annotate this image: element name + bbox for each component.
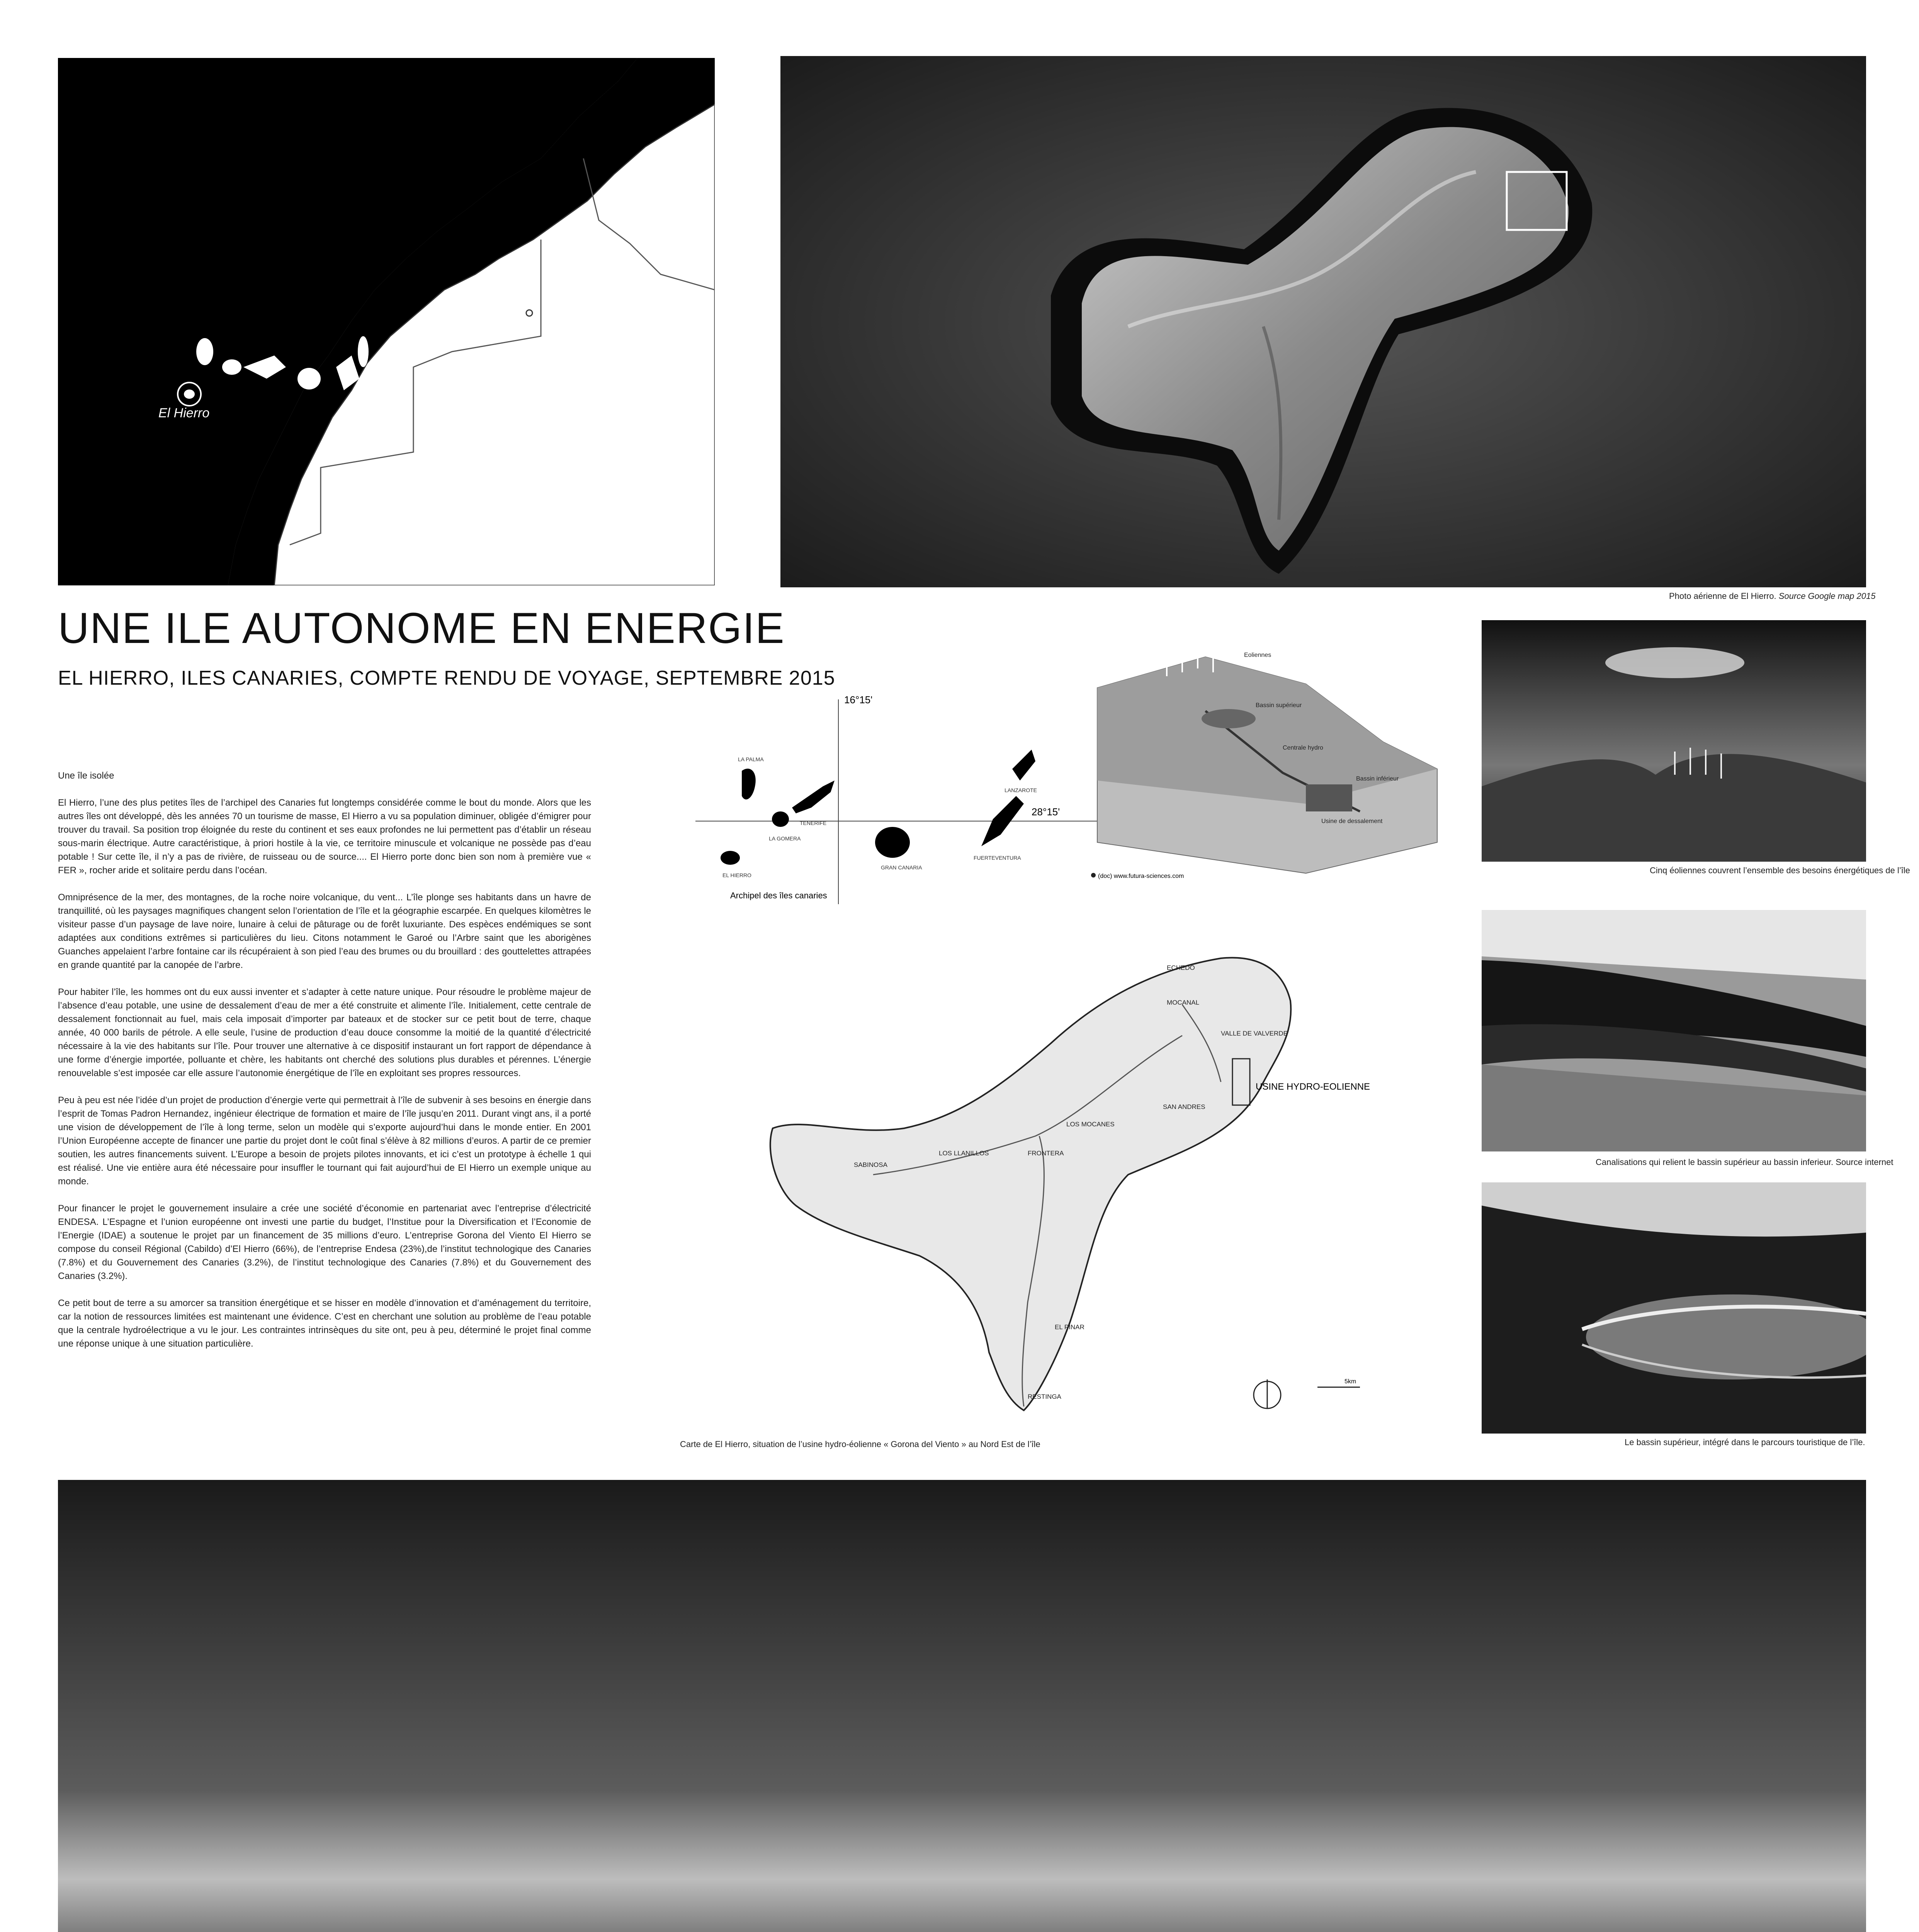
island-label: FUERTEVENTURA <box>974 855 1021 861</box>
lon-label: 16°15' <box>844 694 873 706</box>
page-title: UNE ILE AUTONOME EN ENERGIE <box>58 604 785 652</box>
article-paragraph: Pour habiter l’île, les hommes ont du eux aussi inventer et s’adapter à cette nature unique. Pour résoudre le problème majeur de l’absence d’eau potable, une usine de dessalement d’eau de mer a été construite et alimente l’île. Initialement, cette centrale de dessalement fonctionnait au fuel, mais cela imposait d’importer par bateaux et de stocker sur ce petit bout de terre, chaque année, 40 000 barils de pétrole. A elle seule, l’usine de production d’eau douce consomme la moitié de la quantité d’électricité nécessaire à la vie des habitants sur l’île. Pour trouver une alternative à ce dispositif instaurant un fort rapport de dépendance à une forme d’énergie importée, polluante et chère, les habitants ont cherché des solutions plus durables et pérennes. L’énergie renouvelable s’est imposée car elle assure l’autonomie énergétique de l’île en exploitant ses propres ressources. <box>58 987 591 1078</box>
article-paragraph: Pour financer le projet le gouvernement insulaire a crée une société d’économie en partenariat avec l’entreprise d’électricité ENDESA. L’Espagne et l’union européenne ont investi une partie du budget, l’Institue pour la Diversification et l’Economie de l’Energie (IDAE) a soutenue le projet par un financement de 35 millions d’euro. L’entreprise Gorona del Viento El Hierro se compose du conseil Régional (Cabildo) d’El Hierro (66%), de l’entreprise Endesa (23%),de l’institut technologique des Canaries (7.8%) et du Gouvernement des Canaries (3.2%), de l’institut technologique des Canaries (7.8%) et du Gouvernement des Canaries (3.2%). <box>58 1203 591 1281</box>
photo-pipelines <box>1482 910 1866 1151</box>
photo-wind-turbines <box>1482 620 1866 862</box>
place-label: MOCANAL <box>1167 999 1200 1006</box>
locator-map <box>58 58 715 585</box>
island-outline <box>770 957 1291 1410</box>
place-label: VALLE DE VALVERDE <box>1221 1030 1288 1037</box>
island-label: LA PALMA <box>738 756 764 762</box>
page-subtitle: EL HIERRO, ILES CANARIES, COMPTE RENDU DE VOYAGE, SEPTEMBRE 2015 <box>58 667 835 689</box>
place-label: LOS MOCANES <box>1066 1121 1115 1128</box>
island-label: LA GOMERA <box>769 835 801 842</box>
article-heading: Une île isolée <box>58 770 114 781</box>
article-paragraph: Omniprésence de la mer, des montagnes, de la roche noire volcanique, du vent... L’île plonge ses habitants dans un havre de tranquillité, où les paysages magnifiques changent selon l’orientation de l’île et la géographie escarpée. En quelques kilomètres le visiteur passe d’un paysage de lave noire, lunaire à celui de pâturage ou de forêt luxuriante. Des espèces endémiques se sont adaptées aux conditions extrêmes si particulières du lieu. Citons notamment le Garoé ou l’Arbre saint que les aborigènes Guanches appelaient l’arbre fontaine car ils récupéraient à son pied l’eau des brumes ou du brouillard : des gouttelettes attrapées en grande quantité par la canopée de l’arbre. <box>58 892 591 970</box>
archipel-caption: Archipel des îles canaries <box>730 891 827 900</box>
scheme-label: Bassin inférieur <box>1356 776 1399 782</box>
article-paragraph: Ce petit bout de terre a su amorcer sa transition énergétique et se hisser en modèle d’innovation et d’aménagement du territoire, car la notion de ressources limitées est maintenant une évidence. C’est en cherchant une solution au problème de l’eau potable que la centrale hydroélectrique a vu le jour. Les contraintes intrinsèques du site ont, peu à peu, déterminé le projet final comme une réponse unique à une situation particulière. <box>58 1298 591 1349</box>
island-map <box>757 935 1395 1437</box>
island-label: LANZAROTE <box>1005 787 1037 793</box>
scheme-label: Eoliennes <box>1244 652 1271 658</box>
photo2-caption: Canalisations qui relient le bassin supérieur au bassin inferieur. Source internet <box>1596 1157 1894 1167</box>
place-label: SAN ANDRES <box>1163 1103 1205 1111</box>
place-label: ECHEDO <box>1167 964 1195 971</box>
scale-label: 5km <box>1344 1378 1356 1385</box>
africa-coast-map <box>58 58 715 585</box>
photo3-caption: Le bassin supérieur, intégré dans le parcours touristique de l’île. <box>1625 1437 1865 1447</box>
place-label: LOS LLANILLOS <box>939 1150 989 1157</box>
satellite-photo <box>780 56 1866 587</box>
satellite-caption-text: Photo aérienne de El Hierro. <box>1669 591 1779 601</box>
scheme-label: Centrale hydro <box>1283 745 1323 751</box>
el-hierro-label: El Hierro <box>158 406 210 420</box>
lat-label: 28°15' <box>1032 806 1060 818</box>
main-landscape-photo <box>58 1480 1866 1932</box>
photo1-caption: Cinq éoliennes couvrent l’ensemble des besoins énergétiques de l’île <box>1650 866 1910 875</box>
island-label: EL HIERRO <box>722 872 751 878</box>
island-label: TENERIFE <box>800 820 827 826</box>
article-paragraph: El Hierro, l’une des plus petites îles de l’archipel des Canaries fut longtemps considérée comme le bout du monde. Alors que les autres îles ont développé, dès les années 70 un tourisme de masse, El Hierro a vu sa population diminuer, obligée d’émigrer pour trouver du travail. Sa position trop éloignée du reste du continent et ses eaux profondes ne lui permettent pas d’établir un réseau sous-marin électrique. Autre caractéristique, à priori hostile à la vie, ce territoire minuscule et volcanique ne possède pas d’eau potable ! Sur cette île, il n’y a pas de rivière, de ruisseau ou de source.... El Hierro porte donc bien son nom à première vue « FER », rocher aride et solitaire perdu dans l’océan. <box>58 798 591 876</box>
archipel-map <box>695 688 1101 904</box>
place-label: FRONTERA <box>1028 1150 1064 1157</box>
archipel-islands <box>721 750 1035 865</box>
plant-label: USINE HYDRO-EOLIENNE <box>1256 1082 1370 1092</box>
place-label: RESTINGA <box>1028 1393 1061 1400</box>
hydro-wind-scheme <box>1090 641 1457 881</box>
scheme-label: Usine de dessalement <box>1321 818 1383 825</box>
article-body <box>58 769 591 1364</box>
place-label: EL PINAR <box>1055 1323 1084 1331</box>
island-label: GRAN CANARIA <box>881 864 922 871</box>
satellite-caption-source: Source Google map 2015 <box>1778 591 1876 601</box>
photo-upper-basin <box>1482 1182 1866 1434</box>
island-map-caption: Carte de El Hierro, situation de l’usine hydro-éolienne « Gorona del Viento » au Nord Est de l’île <box>680 1439 1040 1449</box>
place-label: SABINOSA <box>854 1161 887 1168</box>
article-paragraph: Peu à peu est née l’idée d’un projet de production d’énergie verte qui permettrait à l’île de subvenir à ses besoins en énergie dans l’esprit de Tomas Padron Hernandez, ingénieur électrique de formation et maire de l’île jusqu’en 2011. Durant vingt ans, il a porté une vision de développement de l’île à long terme, selon un modèle qui s’exporte aujourd’hui dans le monde entier. En 2001 l’Union Européenne accepte de financer une partie du projet dont le coût final s’élève à 82 millions d’euros. A partir de ce premier soutien, les autres financements suivent. L’Europe a besoin de projets pilotes innovants, et ici c’est un prototype à échelle 1 qui est réalisé. Une vie entière aura été nécessaire pour insuffler le tournant qui fait aujourd’hui de El Hierro un exemple unique au monde. <box>58 1095 591 1187</box>
satellite-caption <box>1669 591 1875 601</box>
scheme-label: Bassin supérieur <box>1256 702 1302 709</box>
scheme-source: (doc) www.futura-sciences.com <box>1098 873 1184 879</box>
